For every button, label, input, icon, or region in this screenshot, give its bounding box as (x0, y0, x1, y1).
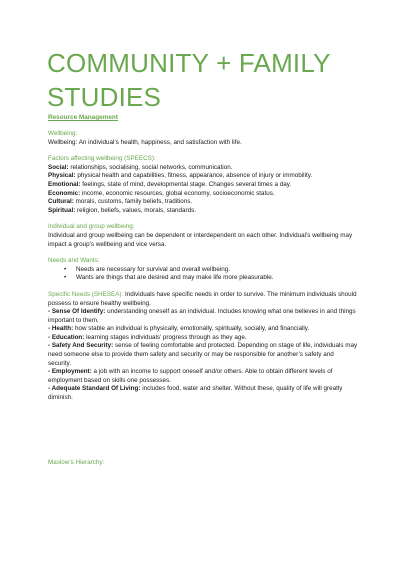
need-desc: includes food, water and shelter. Without these, quality of life will greatly diminish. (48, 385, 343, 402)
factor-item (48, 207, 358, 216)
need-term: - Education: (48, 333, 85, 341)
factor-desc: relationships, socialising, social networks, communication. (68, 163, 233, 171)
need-item (48, 342, 358, 368)
need-item (48, 385, 358, 402)
factor-term: Economic: (48, 189, 81, 197)
maslow-heading: Maslow’s Hierarchy: (48, 458, 105, 466)
need-desc: sense of feeling comfortable and protected. Depending on stage of life, individuals may need someone else to provide them safety and security or may be responsible for another’s safety and security. (48, 342, 358, 367)
wellbeing-definition: Wellbeing: An individual’s health, happiness, and satisfaction with life. (48, 138, 242, 146)
specific-needs-heading: Specific Needs (SHESEA): (48, 290, 124, 298)
factor-term: Emotional: (48, 180, 81, 188)
document-body (48, 130, 358, 467)
factor-term: Spiritual: (48, 206, 76, 214)
section-subtitle: Resource Management (48, 114, 118, 121)
need-term: - Safety And Security: (48, 342, 114, 350)
factor-desc: feelings, state of mind, developmental stage. Changes several times a day. (80, 180, 292, 188)
need-term: - Adequate Standard Of Living: (48, 385, 141, 393)
factor-desc: morals, customs, family beliefs, traditions. (73, 198, 193, 206)
factor-item (48, 190, 358, 199)
specific-needs-intro-text: Individuals have specific needs in order to survive. The minimum individuals should possess to ensure healthy wellbeing. (48, 290, 357, 307)
need-item (48, 325, 358, 334)
wellbeing-heading: Wellbeing: (48, 130, 78, 137)
factor-desc: religion, beliefs, values, morals, standards. (75, 206, 197, 214)
need-item (48, 334, 358, 343)
factor-desc: income, economic resources, global economy, socioeconomic status. (80, 189, 275, 197)
factor-desc: physical health and capabilities, fitness, appearance, absence of injury or immobility. (75, 172, 313, 180)
factor-term: Social: (48, 163, 69, 171)
need-desc: learning stages individuals’ progress through as they age. (84, 333, 247, 341)
factor-item (48, 164, 358, 173)
needs-wants-heading: Needs and Wants: (48, 257, 100, 265)
need-item (48, 308, 358, 325)
factor-item (48, 181, 358, 190)
individual-group-text: Individual and group wellbeing can be dependent or interdependent on each other. Individual’s wellbeing may impact a group’s wellbeing and vice versa. (48, 231, 353, 248)
need-desc: how stable an individual is physically, emotionally, spiritually, socially, and financially. (73, 325, 310, 333)
need-term: - Employment: (48, 368, 92, 376)
list-item: • Wants are things that are desired and may make life more pleasurable. (64, 274, 358, 283)
need-term: - Sense Of Identify: (48, 308, 106, 316)
needs-wants-list (48, 266, 358, 283)
factor-item (48, 198, 358, 207)
list-item: • Needs are necessary for survival and overall wellbeing. (64, 266, 358, 275)
factor-term: Physical: (48, 172, 76, 180)
specific-needs-intro (48, 291, 358, 308)
factor-term: Cultural: (48, 198, 74, 206)
individual-group-heading: Individual and group wellbeing: (48, 223, 135, 231)
page-title: COMMUNITY + FAMILY STUDIES (47, 48, 331, 112)
factors-heading: Factors affecting wellbeing (SPEECS): (48, 155, 156, 163)
need-item (48, 368, 358, 385)
need-term: - Health: (48, 325, 74, 333)
need-desc: understanding oneself as an individual. Includes knowing what one believes in and things important to them. (48, 308, 356, 324)
need-desc: a job with an income to support oneself and/or others. Able to obtain different levels of employment based on skills one possesses. (48, 368, 333, 384)
factor-item (48, 172, 358, 181)
